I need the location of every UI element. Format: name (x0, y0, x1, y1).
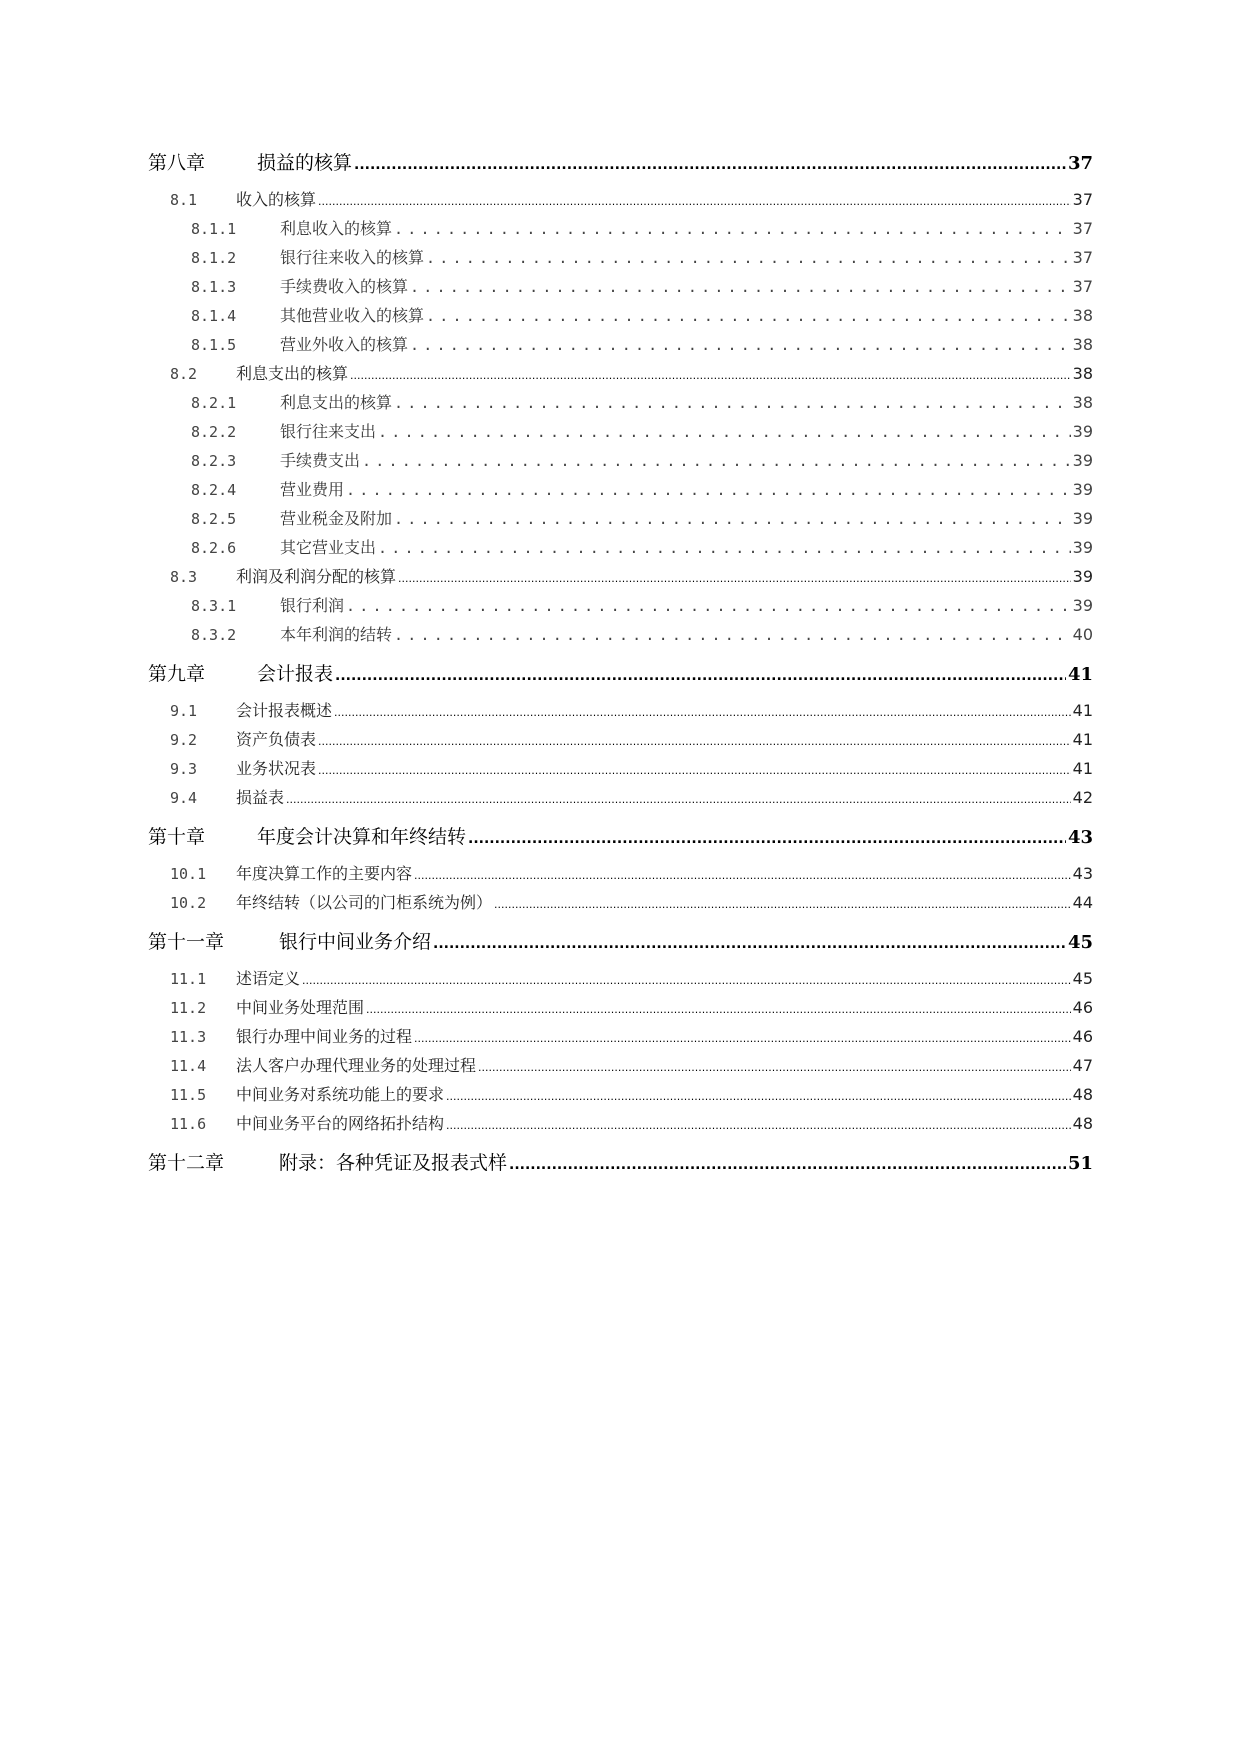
toc-chapter-entry[interactable] (148, 822, 1093, 852)
toc-entry-title: 损益的核算 (257, 152, 353, 174)
toc-chapter-entry[interactable] (148, 1148, 1093, 1178)
toc-entry-title: 利息支出的核算 (280, 393, 393, 412)
toc-entry-number: 8.2.6 (191, 539, 237, 557)
dot-leader (366, 995, 1071, 1024)
toc-sub-entry[interactable] (148, 620, 1093, 649)
dot-leader (446, 1111, 1071, 1140)
toc-entry-title: 手续费支出 (280, 451, 361, 470)
dot-leader (394, 621, 1071, 650)
toc-entry-number: 8.2.5 (191, 510, 237, 528)
toc-entry-page-number: 41 (1067, 664, 1093, 685)
toc-entry-number: 第十一章 (148, 931, 225, 953)
dot-leader (335, 661, 1066, 691)
toc-entry-number: 11.1 (170, 970, 207, 988)
toc-entry-number: 8.2.4 (191, 481, 237, 499)
dot-leader (398, 564, 1071, 593)
toc-section-entry[interactable] (148, 562, 1093, 591)
toc-entry-page-number: 39 (1072, 596, 1093, 615)
dot-leader (414, 1024, 1071, 1053)
dot-leader (394, 215, 1071, 244)
toc-entry-number: 9.4 (170, 789, 198, 807)
toc-sub-entry[interactable] (148, 330, 1093, 359)
toc-chapter-entry[interactable] (148, 659, 1093, 689)
toc-entry-title: 营业费用 (280, 480, 345, 499)
toc-entry-number: 8.2 (170, 365, 198, 383)
toc-entry-title: 损益表 (236, 788, 285, 807)
dot-leader (394, 389, 1071, 418)
toc-entry-title: 会计报表概述 (236, 701, 333, 720)
toc-entry-title: 其他营业收入的核算 (280, 306, 425, 325)
toc-chapter-entry[interactable] (148, 148, 1093, 178)
toc-entry-title: 中间业务处理范围 (236, 998, 365, 1017)
toc-entry-title: 其它营业支出 (280, 538, 377, 557)
toc-sub-entry[interactable] (148, 475, 1093, 504)
toc-entry-page-number: 39 (1072, 538, 1093, 557)
dot-leader (318, 756, 1071, 785)
toc-entry-title: 营业税金及附加 (280, 509, 393, 528)
toc-entry-page-number: 39 (1072, 509, 1093, 528)
dot-leader (478, 1053, 1071, 1082)
toc-entry-title: 年度会计决算和年终结转 (257, 826, 467, 848)
dot-leader (378, 534, 1071, 563)
toc-entry-number: 8.1.1 (191, 220, 237, 238)
toc-section-entry[interactable] (148, 888, 1093, 917)
toc-entry-title: 年度决算工作的主要内容 (236, 864, 413, 883)
toc-entry-number: 第十二章 (148, 1152, 225, 1174)
toc-entry-page-number: 37 (1072, 277, 1093, 296)
dot-leader (286, 785, 1071, 814)
toc-entry-page-number: 38 (1072, 306, 1093, 325)
dot-leader (318, 727, 1071, 756)
toc-section-entry[interactable] (148, 964, 1093, 993)
table-of-contents (148, 148, 1093, 1185)
toc-entry-title: 述语定义 (236, 969, 301, 988)
toc-entry-page-number: 48 (1072, 1085, 1093, 1104)
toc-entry-title: 利润及利润分配的核算 (236, 567, 397, 586)
toc-entry-page-number: 37 (1072, 190, 1093, 209)
toc-entry-number: 10.2 (170, 894, 207, 912)
toc-sub-entry[interactable] (148, 533, 1093, 562)
toc-entry-title: 会计报表 (257, 663, 334, 685)
toc-entry-number: 8.1.3 (191, 278, 237, 296)
dot-leader (334, 698, 1071, 727)
toc-entry-page-number: 38 (1072, 364, 1093, 383)
dot-leader (410, 273, 1071, 302)
dot-leader (433, 929, 1066, 959)
toc-entry-title: 银行利润 (280, 596, 345, 615)
toc-section-entry[interactable] (148, 1109, 1093, 1138)
toc-entry-number: 9.2 (170, 731, 198, 749)
toc-section-entry[interactable] (148, 359, 1093, 388)
toc-entry-page-number: 43 (1072, 864, 1093, 883)
toc-entry-title: 银行办理中间业务的过程 (236, 1027, 413, 1046)
toc-entry-number: 11.4 (170, 1057, 207, 1075)
toc-section-entry[interactable] (148, 754, 1093, 783)
toc-entry-page-number: 46 (1072, 998, 1093, 1017)
toc-entry-title: 业务状况表 (236, 759, 317, 778)
toc-entry-number: 8.1.2 (191, 249, 237, 267)
toc-chapter-entry[interactable] (148, 927, 1093, 957)
dot-leader (394, 505, 1071, 534)
toc-entry-title: 银行往来支出 (280, 422, 377, 441)
toc-entry-number: 8.3 (170, 568, 198, 586)
toc-entry-page-number: 47 (1072, 1056, 1093, 1075)
toc-sub-entry[interactable] (148, 446, 1093, 475)
toc-entry-page-number: 42 (1072, 788, 1093, 807)
toc-section-entry[interactable] (148, 725, 1093, 754)
dot-leader (354, 150, 1066, 180)
dot-leader (414, 861, 1071, 890)
toc-section-entry[interactable] (148, 783, 1093, 812)
toc-entry-number: 11.6 (170, 1115, 207, 1133)
dot-leader (350, 361, 1071, 390)
toc-entry-title: 收入的核算 (236, 190, 317, 209)
toc-entry-number: 8.2.1 (191, 394, 237, 412)
toc-entry-page-number: 46 (1072, 1027, 1093, 1046)
toc-entry-title: 手续费收入的核算 (280, 277, 409, 296)
toc-section-entry[interactable] (148, 185, 1093, 214)
toc-entry-number: 8.1.5 (191, 336, 237, 354)
toc-sub-entry[interactable] (148, 301, 1093, 330)
toc-sub-entry[interactable] (148, 243, 1093, 272)
toc-section-entry[interactable] (148, 1022, 1093, 1051)
dot-leader (346, 476, 1071, 505)
toc-entry-number: 11.5 (170, 1086, 207, 1104)
toc-entry-number: 8.1 (170, 191, 198, 209)
toc-entry-page-number: 48 (1072, 1114, 1093, 1133)
toc-section-entry[interactable] (148, 859, 1093, 888)
dot-leader (318, 187, 1071, 216)
dot-leader (509, 1150, 1066, 1180)
dot-leader (446, 1082, 1071, 1111)
toc-entry-title: 资产负债表 (236, 730, 317, 749)
toc-entry-page-number: 41 (1072, 759, 1093, 778)
toc-entry-number: 11.3 (170, 1028, 207, 1046)
toc-entry-page-number: 37 (1072, 219, 1093, 238)
toc-entry-title: 营业外收入的核算 (280, 335, 409, 354)
toc-entry-page-number: 37 (1072, 248, 1093, 267)
toc-entry-page-number: 41 (1072, 701, 1093, 720)
toc-entry-number: 8.2.3 (191, 452, 237, 470)
dot-leader (378, 418, 1071, 447)
toc-entry-page-number: 45 (1072, 969, 1093, 988)
dot-leader (426, 244, 1071, 273)
toc-sub-entry[interactable] (148, 214, 1093, 243)
toc-section-entry[interactable] (148, 1051, 1093, 1080)
toc-entry-title: 利息收入的核算 (280, 219, 393, 238)
dot-leader (346, 592, 1071, 621)
toc-sub-entry[interactable] (148, 272, 1093, 301)
toc-entry-number: 10.1 (170, 865, 207, 883)
toc-entry-page-number: 39 (1072, 480, 1093, 499)
toc-entry-page-number: 37 (1067, 153, 1093, 174)
toc-entry-title: 本年利润的结转 (280, 625, 393, 644)
toc-entry-page-number: 45 (1067, 932, 1093, 953)
toc-entry-page-number: 38 (1072, 335, 1093, 354)
toc-entry-number: 8.2.2 (191, 423, 237, 441)
toc-sub-entry[interactable] (148, 591, 1093, 620)
toc-entry-page-number: 44 (1072, 893, 1093, 912)
toc-entry-page-number: 40 (1072, 625, 1093, 644)
toc-entry-number: 8.1.4 (191, 307, 237, 325)
toc-entry-number: 第八章 (148, 152, 206, 174)
toc-section-entry[interactable] (148, 1080, 1093, 1109)
toc-entry-title: 利息支出的核算 (236, 364, 349, 383)
toc-entry-title: 银行中间业务介绍 (279, 931, 432, 953)
toc-entry-title: 年终结转（以公司的门柜系统为例） (236, 893, 493, 912)
toc-sub-entry[interactable] (148, 504, 1093, 533)
toc-entry-title: 附录：各种凭证及报表式样 (279, 1152, 508, 1174)
toc-entry-page-number: 41 (1072, 730, 1093, 749)
toc-section-entry[interactable] (148, 993, 1093, 1022)
toc-entry-page-number: 39 (1072, 451, 1093, 470)
toc-sub-entry[interactable] (148, 388, 1093, 417)
dot-leader (362, 447, 1071, 476)
toc-entry-title: 银行往来收入的核算 (280, 248, 425, 267)
toc-entry-title: 法人客户办理代理业务的处理过程 (236, 1056, 477, 1075)
toc-entry-number: 第十章 (148, 826, 206, 848)
dot-leader (302, 966, 1071, 995)
dot-leader (494, 890, 1071, 919)
toc-entry-page-number: 39 (1072, 422, 1093, 441)
toc-entry-page-number: 38 (1072, 393, 1093, 412)
toc-entry-number: 8.3.1 (191, 597, 237, 615)
dot-leader (410, 331, 1071, 360)
toc-entry-page-number: 39 (1072, 567, 1093, 586)
dot-leader (468, 824, 1066, 854)
toc-entry-number: 8.3.2 (191, 626, 237, 644)
toc-entry-number: 9.1 (170, 702, 198, 720)
toc-sub-entry[interactable] (148, 417, 1093, 446)
toc-entry-number: 9.3 (170, 760, 198, 778)
toc-entry-title: 中间业务平台的网络拓扑结构 (236, 1114, 445, 1133)
toc-entry-page-number: 43 (1067, 827, 1093, 848)
toc-entry-title: 中间业务对系统功能上的要求 (236, 1085, 445, 1104)
toc-section-entry[interactable] (148, 696, 1093, 725)
toc-entry-number: 11.2 (170, 999, 207, 1017)
toc-entry-page-number: 51 (1067, 1153, 1093, 1174)
dot-leader (426, 302, 1071, 331)
toc-entry-number: 第九章 (148, 663, 206, 685)
